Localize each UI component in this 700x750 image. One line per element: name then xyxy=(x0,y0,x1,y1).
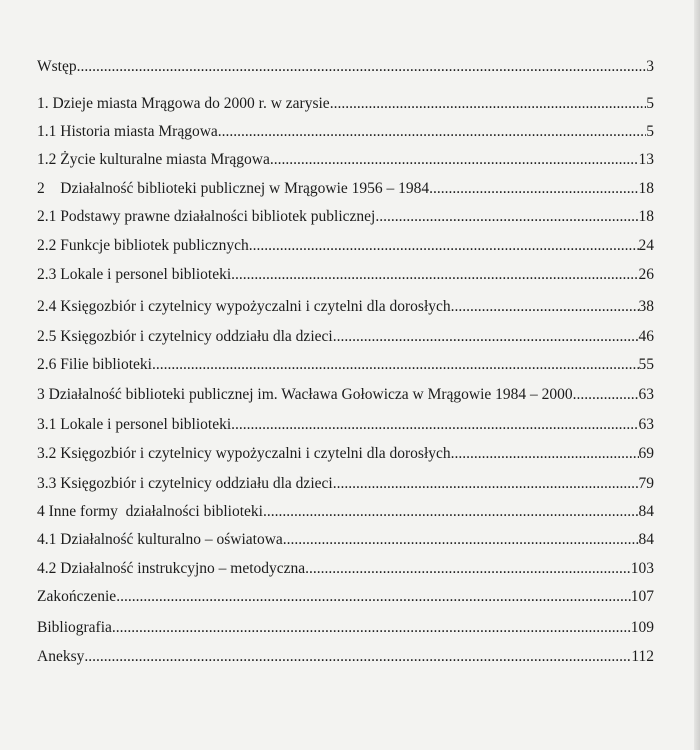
dot-leader xyxy=(270,151,639,169)
toc-entry xyxy=(37,264,654,284)
toc-entry-page: 63 xyxy=(638,416,654,433)
dot-leader xyxy=(330,95,647,113)
toc-entry-title: 2.4 Księgozbiór i czytelnicy wypożyczalni i czytelni dla dorosłych xyxy=(37,298,451,315)
toc-entry-page: 46 xyxy=(638,328,654,345)
dot-leader xyxy=(112,619,631,637)
dot-leader xyxy=(116,588,631,606)
toc-entry xyxy=(37,296,654,316)
toc-entry-title: 2.3 Lokale i personel biblioteki xyxy=(37,266,232,283)
dot-leader xyxy=(231,266,638,284)
toc-entry-page: 18 xyxy=(638,180,654,197)
dot-leader xyxy=(333,475,639,493)
toc-entry xyxy=(37,586,654,606)
toc-entry-title: 1.2 Życie kulturalne miasta Mrągowa xyxy=(37,151,270,168)
toc-entry-page: 69 xyxy=(638,445,654,462)
toc-entry-title: 4.2 Działalność instrukcyjno – metodyczna xyxy=(37,560,306,577)
toc-entry xyxy=(37,354,654,374)
dot-leader xyxy=(305,560,631,578)
dot-leader xyxy=(231,416,638,434)
toc-entry-page: 109 xyxy=(630,619,654,636)
toc-entry xyxy=(37,206,654,226)
dot-leader xyxy=(77,58,647,76)
toc-entry-page: 112 xyxy=(631,648,654,665)
toc-entry-page: 5 xyxy=(646,95,654,112)
toc-entry-title: 3 Działalność biblioteki publicznej im. Wacława Gołowicza w Mrągowie 1984 – 2000 xyxy=(37,386,573,403)
toc-entry xyxy=(37,501,654,521)
toc-entry-title: 3.2 Księgozbiór i czytelnicy wypożyczalni i czytelni dla dorosłych xyxy=(37,445,451,462)
dot-leader xyxy=(152,356,639,374)
toc-entry xyxy=(37,529,654,549)
dot-leader xyxy=(263,503,639,521)
dot-leader xyxy=(375,208,638,226)
dot-leader xyxy=(249,237,639,255)
dot-leader xyxy=(84,648,631,666)
toc-entry-title: 1.1 Historia miasta Mrągowa xyxy=(37,123,218,140)
toc-entry xyxy=(37,646,654,666)
toc-entry-title: 2 Działalność biblioteki publicznej w Mrągowie 1956 – 1984 xyxy=(37,180,430,197)
toc-entry-title: 3.3 Księgozbiór i czytelnicy oddziału dla dzieci xyxy=(37,475,333,492)
toc-entry-title: 1. Dzieje miasta Mrągowa do 2000 r. w zarysie xyxy=(37,95,330,112)
toc-entry-page: 5 xyxy=(646,123,654,140)
toc-entry-title: Wstęp xyxy=(37,58,77,75)
toc-entry xyxy=(37,235,654,255)
dot-leader xyxy=(451,445,639,463)
toc-entry-title: Zakończenie xyxy=(37,588,117,605)
toc-entry-title: 2.2 Funkcje bibliotek publicznych xyxy=(37,237,249,254)
dot-leader xyxy=(429,180,638,198)
toc-entry-title: 4 Inne formy działalności biblioteki xyxy=(37,503,263,520)
toc-entry-page: 18 xyxy=(638,208,654,225)
toc-entry-title: Bibliografia xyxy=(37,619,112,636)
toc-entry-page: 55 xyxy=(638,356,654,373)
toc-entry xyxy=(37,443,654,463)
toc-entry-page: 26 xyxy=(638,266,654,283)
toc-entry-title: 4.1 Działalność kulturalno – oświatowa xyxy=(37,531,283,548)
toc-entry xyxy=(37,617,654,637)
toc-entry-page: 103 xyxy=(630,560,654,577)
toc-entry-page: 3 xyxy=(646,58,654,75)
toc-entry-page: 63 xyxy=(638,386,654,403)
dot-leader xyxy=(573,386,639,404)
toc-entry xyxy=(37,178,654,198)
toc-entry xyxy=(37,56,654,76)
toc-entry xyxy=(37,384,654,404)
toc-entry-title: 2.5 Księgozbiór i czytelnicy oddziału dla dzieci xyxy=(37,328,333,345)
toc-entry xyxy=(37,93,654,113)
toc-entry-title: 3.1 Lokale i personel biblioteki xyxy=(37,416,232,433)
toc-entry xyxy=(37,326,654,346)
toc-entry-title: Aneksy xyxy=(37,648,85,665)
toc-entry-page: 84 xyxy=(638,531,654,548)
dot-leader xyxy=(451,298,639,316)
toc-entry-page: 84 xyxy=(638,503,654,520)
toc-entry-page: 38 xyxy=(638,298,654,315)
toc-entry-title: 2.1 Podstawy prawne działalności bibliotek publicznej xyxy=(37,208,376,225)
toc-entry xyxy=(37,121,654,141)
toc-entry xyxy=(37,149,654,169)
dot-leader xyxy=(333,328,639,346)
toc-entry-page: 79 xyxy=(638,475,654,492)
toc-entry-page: 24 xyxy=(638,237,654,254)
toc-entry xyxy=(37,558,654,578)
dot-leader xyxy=(283,531,639,549)
toc-entry-page: 13 xyxy=(638,151,654,168)
toc-entry-title: 2.6 Filie biblioteki xyxy=(37,356,152,373)
toc-entry xyxy=(37,473,654,493)
page-edge xyxy=(694,0,700,750)
toc-entry xyxy=(37,414,654,434)
toc-entry-page: 107 xyxy=(630,588,654,605)
dot-leader xyxy=(218,123,646,141)
